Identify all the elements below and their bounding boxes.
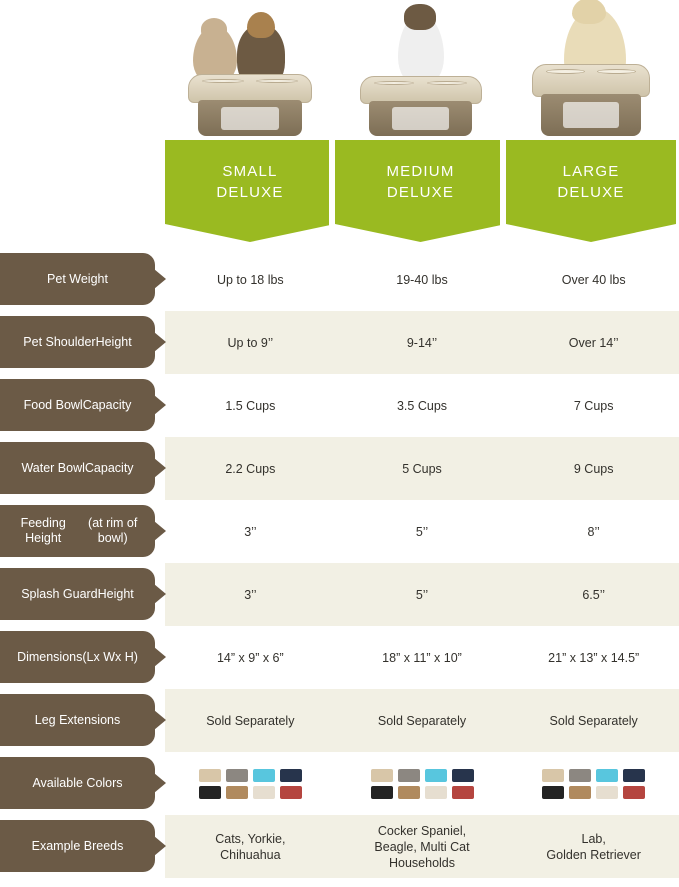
- row-label-text: Dimensions: [17, 649, 83, 664]
- row-label: [0, 815, 165, 878]
- table-cell: Over 14’’: [507, 311, 679, 374]
- color-swatch[interactable]: [398, 769, 420, 782]
- table-row: [0, 437, 679, 500]
- row-label-text: Pet Shoulder: [23, 334, 96, 349]
- row-label-subtext: Capacity: [84, 460, 134, 475]
- terrier-icon: [346, 4, 496, 136]
- product-photo-medium: [335, 0, 506, 140]
- product-title-small: [165, 140, 335, 240]
- color-swatch[interactable]: [452, 769, 474, 782]
- table-cell: 3’’: [165, 563, 336, 626]
- table-cell: 5’’: [336, 500, 508, 563]
- table-cell: Over 40 lbs: [507, 248, 679, 311]
- row-label: [0, 374, 165, 437]
- row-label-text: Splash Guard: [21, 586, 98, 601]
- table-row: [0, 500, 679, 563]
- row-label-subtext: Height: [97, 586, 134, 601]
- table-row: [0, 374, 679, 437]
- table-cell: 5’’: [336, 563, 508, 626]
- color-swatch[interactable]: [425, 786, 447, 799]
- row-label-subtext: Capacity: [82, 397, 132, 412]
- labrador-icon: [516, 4, 666, 136]
- row-label-tag: [0, 820, 155, 872]
- table-cell: 21” x 13” x 14.5”: [507, 626, 679, 689]
- cat-and-yorkie-icon: [175, 4, 325, 136]
- title-notch: [335, 224, 506, 242]
- table-cell: Sold Separately: [336, 689, 508, 752]
- table-row-colors: [0, 752, 679, 815]
- row-label-text: Food Bowl: [23, 397, 83, 412]
- product-column-medium: [335, 0, 506, 240]
- color-swatch[interactable]: [253, 786, 275, 799]
- product-name-line1: SMALL: [222, 163, 278, 180]
- color-swatch[interactable]: [569, 769, 591, 782]
- table-cell: 1.5 Cups: [165, 374, 336, 437]
- row-label-tag: [0, 757, 155, 809]
- table-row: [0, 689, 679, 752]
- table-row: [0, 248, 679, 311]
- product-column-large: [506, 0, 676, 240]
- color-swatch-cell: [507, 752, 679, 815]
- table-cell: 5 Cups: [336, 437, 508, 500]
- row-label: [0, 500, 165, 563]
- table-cell: 19-40 lbs: [336, 248, 508, 311]
- row-label-text: Available Colors: [32, 775, 123, 790]
- table-cell: 3.5 Cups: [336, 374, 508, 437]
- title-notch: [165, 224, 335, 242]
- color-swatch[interactable]: [425, 769, 447, 782]
- product-name-line1: LARGE: [562, 163, 620, 180]
- color-swatch[interactable]: [371, 786, 393, 799]
- product-title-large: [506, 140, 676, 240]
- color-swatch[interactable]: [542, 786, 564, 799]
- row-label-tag: [0, 568, 155, 620]
- row-label: [0, 563, 165, 626]
- color-swatch[interactable]: [226, 769, 248, 782]
- product-name-line1: MEDIUM: [386, 163, 455, 180]
- product-photo-small: [165, 0, 335, 140]
- product-title-medium: [335, 140, 506, 240]
- row-label-text: Feeding Height: [20, 516, 66, 545]
- table-cell: 9-14’’: [336, 311, 508, 374]
- table-row-breeds: [0, 815, 679, 878]
- row-label: [0, 248, 165, 311]
- row-label-subtext: (at rim of bowl): [88, 516, 138, 545]
- color-swatch[interactable]: [199, 786, 221, 799]
- row-label-tag: [0, 379, 155, 431]
- color-swatch-cell: [336, 752, 508, 815]
- row-label-text: Water Bowl: [21, 460, 85, 475]
- table-cell: 18” x 11” x 10”: [336, 626, 508, 689]
- color-swatch[interactable]: [623, 786, 645, 799]
- table-cell: Cats, Yorkie, Chihuahua: [165, 815, 336, 878]
- table-cell: Lab, Golden Retriever: [507, 815, 679, 878]
- table-cell: 6.5’’: [507, 563, 679, 626]
- row-label-tag: [0, 694, 155, 746]
- table-cell: 14” x 9” x 6”: [165, 626, 336, 689]
- color-swatch[interactable]: [226, 786, 248, 799]
- table-cell: Up to 9’’: [165, 311, 336, 374]
- color-swatch-cell: [165, 752, 336, 815]
- row-label: [0, 626, 165, 689]
- table-cell: 7 Cups: [507, 374, 679, 437]
- color-swatch[interactable]: [542, 769, 564, 782]
- color-swatch[interactable]: [452, 786, 474, 799]
- row-label: [0, 752, 165, 815]
- row-label-text: Example Breeds: [31, 838, 124, 853]
- table-cell: 9 Cups: [507, 437, 679, 500]
- table-cell: 3’’: [165, 500, 336, 563]
- row-label: [0, 437, 165, 500]
- table-cell: Cocker Spaniel, Beagle, Multi Cat Households: [336, 815, 508, 878]
- column-divider: [500, 140, 506, 242]
- row-label-subtext: Height: [95, 334, 132, 349]
- table-cell: Up to 18 lbs: [165, 248, 336, 311]
- row-label-text: Leg Extensions: [34, 712, 121, 727]
- product-name-line2: DELUXE: [557, 184, 625, 201]
- row-label-tag: [0, 631, 155, 683]
- row-label-tag: [0, 316, 155, 368]
- color-swatch[interactable]: [596, 786, 618, 799]
- product-column-small: [165, 0, 335, 240]
- table-cell: Sold Separately: [507, 689, 679, 752]
- color-swatch[interactable]: [623, 769, 645, 782]
- color-swatch[interactable]: [371, 769, 393, 782]
- product-name-line2: DELUXE: [386, 184, 455, 201]
- row-label: [0, 689, 165, 752]
- row-label-tag: [0, 442, 155, 494]
- color-swatch[interactable]: [596, 769, 618, 782]
- color-swatch[interactable]: [280, 786, 302, 799]
- table-cell: 8’’: [507, 500, 679, 563]
- row-label-tag: [0, 253, 155, 305]
- row-label-text: Pet Weight: [47, 271, 108, 286]
- product-photo-large: [506, 0, 676, 140]
- color-swatch[interactable]: [280, 769, 302, 782]
- table-row: [0, 563, 679, 626]
- table-cell: Sold Separately: [165, 689, 336, 752]
- row-label-tag: [0, 505, 155, 557]
- row-label: [0, 311, 165, 374]
- column-divider: [329, 140, 335, 242]
- table-row: [0, 311, 679, 374]
- color-swatch[interactable]: [199, 769, 221, 782]
- product-name-line2: DELUXE: [216, 184, 284, 201]
- table-cell: 2.2 Cups: [165, 437, 336, 500]
- title-notch: [506, 224, 676, 242]
- row-label-subtext: (Lx Wx H): [82, 649, 138, 664]
- spec-table: [0, 248, 679, 878]
- color-swatch[interactable]: [569, 786, 591, 799]
- table-row: [0, 626, 679, 689]
- color-swatch[interactable]: [253, 769, 275, 782]
- color-swatch[interactable]: [398, 786, 420, 799]
- product-header-row: [165, 0, 679, 240]
